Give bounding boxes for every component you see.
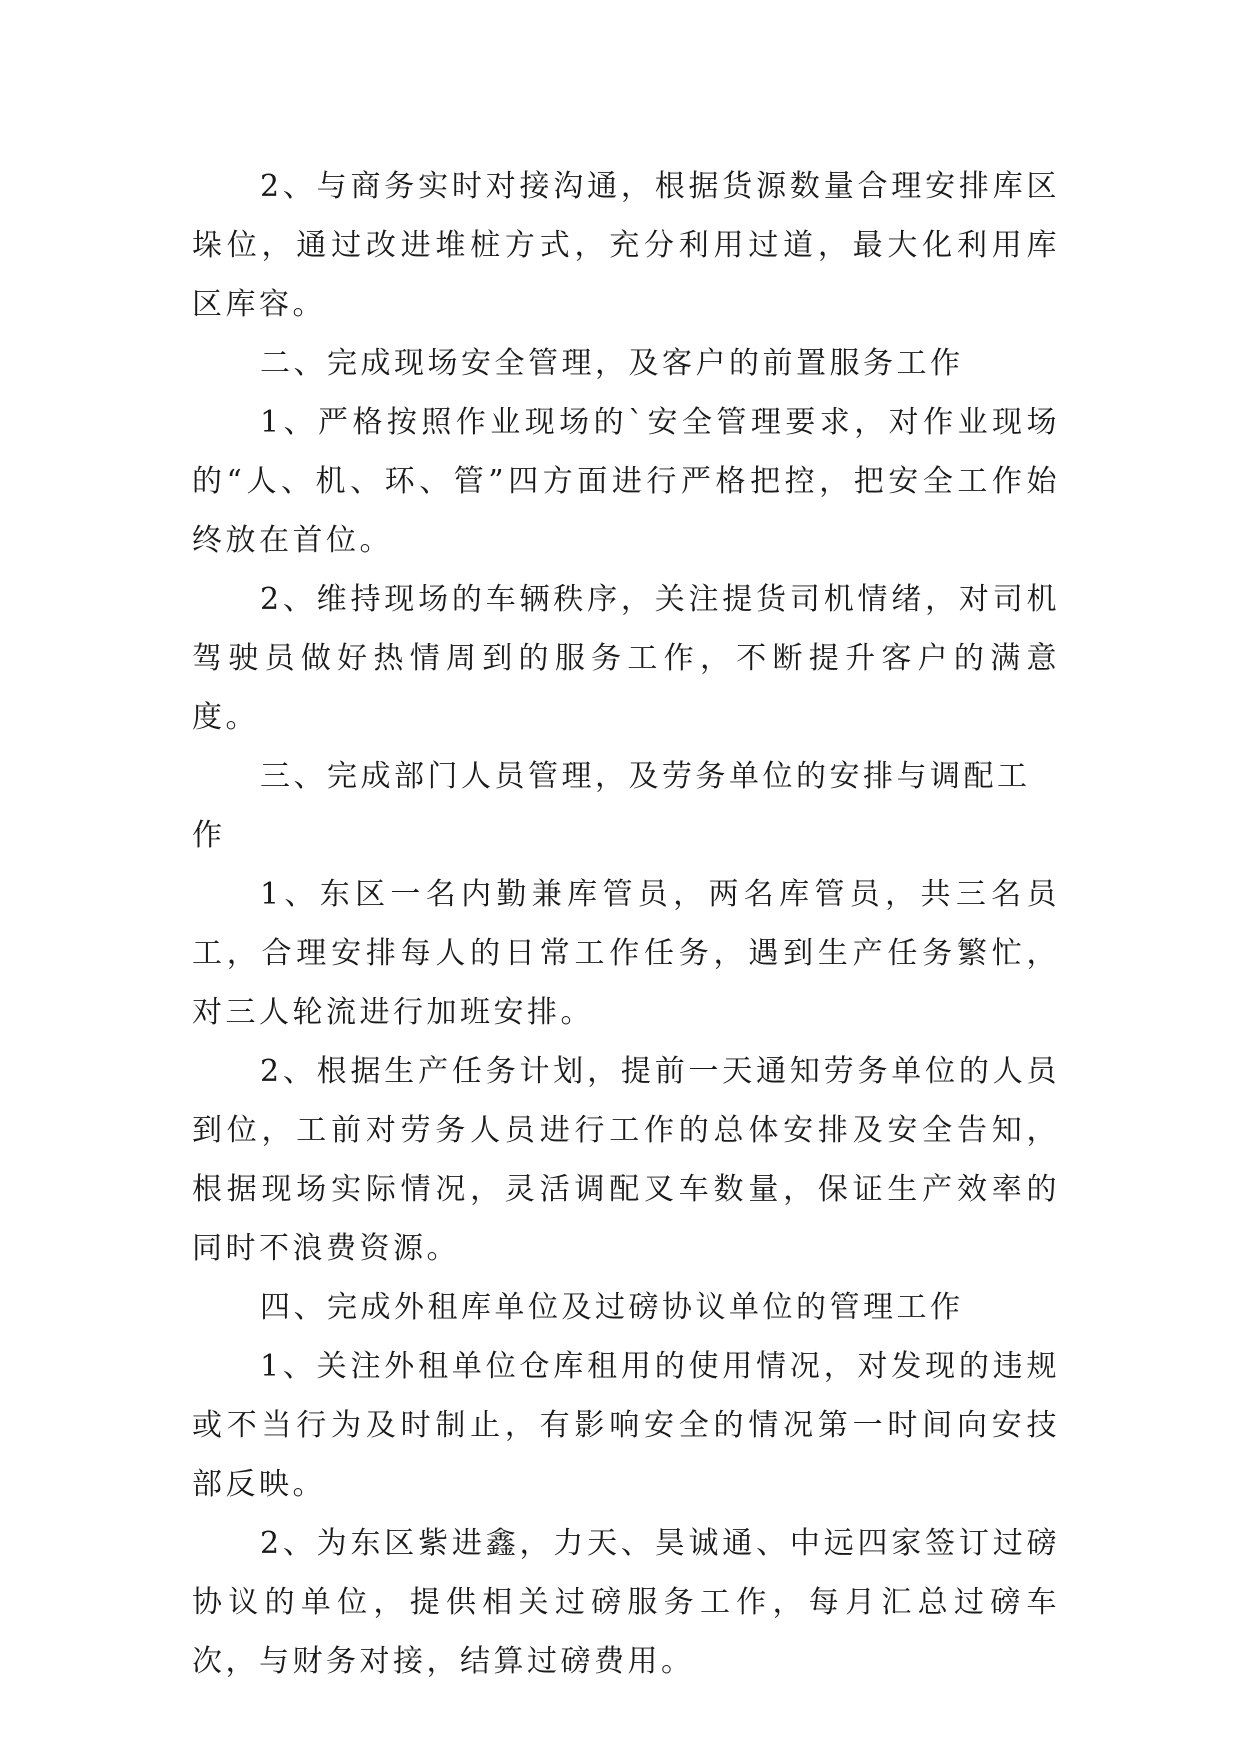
paragraph-lease-1: 1、关注外租单位仓库租用的使用情况，对发现的违规或不当行为及时制止，有影响安全的情况第一时间向安技部反映。 <box>192 1349 1060 1502</box>
section-heading-3: 三、完成部门人员管理，及劳务单位的安排与调配工作 <box>192 759 1031 853</box>
paragraph-staff-1: 1、东区一名内勤兼库管员，两名库管员，共三名员工，合理安排每人的日常工作任务，遇到生产任务繁忙，对三人轮流进行加班安排。 <box>192 877 1060 1030</box>
document-body <box>192 157 1060 1691</box>
paragraph-staff-2: 2、根据生产任务计划，提前一天通知劳务单位的人员到位，工前对劳务人员进行工作的总体安排及安全告知，根据现场实际情况，灵活调配叉车数量，保证生产效率的同时不浪费资源。 <box>192 1054 1060 1266</box>
paragraph-safety-1: 1、严格按照作业现场的`安全管理要求，对作业现场的“人、机、环、管”四方面进行严格把控，把安全工作始终放在首位。 <box>192 405 1060 558</box>
paragraph-item-2-storage: 2、与商务实时对接沟通，根据货源数量合理安排库区垛位，通过改进堆桩方式，充分利用过道，最大化利用库区库容。 <box>192 169 1060 322</box>
paragraph-safety-2: 2、维持现场的车辆秩序，关注提货司机情绪，对司机驾驶员做好热情周到的服务工作，不断提升客户的满意度。 <box>192 582 1060 735</box>
section-heading-4: 四、完成外租库单位及过磅协议单位的管理工作 <box>260 1290 964 1325</box>
section-heading-2: 二、完成现场安全管理，及客户的前置服务工作 <box>260 346 964 381</box>
paragraph-lease-2: 2、为东区紫进鑫，力天、昊诚通、中远四家签订过磅协议的单位，提供相关过磅服务工作，每月汇总过磅车次，与财务对接，结算过磅费用。 <box>192 1526 1060 1679</box>
